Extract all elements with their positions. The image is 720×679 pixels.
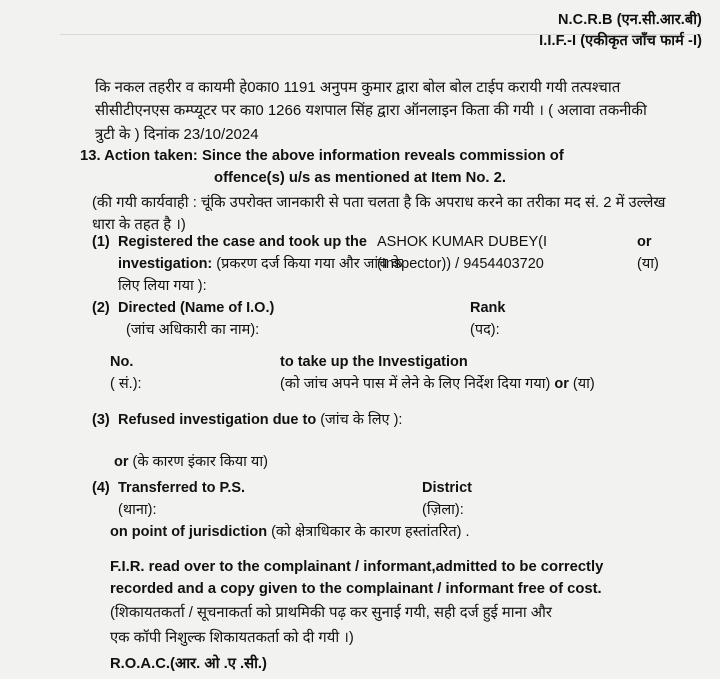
sub-item-4-label-en: Transferred to P.S. <box>118 480 246 496</box>
sub-item-1-label-en: Registered the case and took up the investigation: <box>118 234 367 272</box>
jurisdiction-line <box>110 522 469 544</box>
item-13-label-en: Action taken: Since the above information reveals commission of <box>104 148 564 164</box>
sub-item-3-label <box>118 410 682 432</box>
take-up-hi: (को जांच अपने पास में लेने के लिए निर्देश दिया गया) <box>280 375 551 392</box>
item-13-heading-line2: offence(s) u/s as mentioned at Item No. 2. <box>214 170 506 187</box>
jurisdiction-hi: (को क्षेत्राधिकार के कारण हस्तांतरित) . <box>271 524 470 540</box>
sub-item-3-label-en: Refused investigation due to <box>118 412 317 428</box>
fir-readover-line2: recorded and a copy given to the complainant / informant free of cost. <box>110 581 602 598</box>
sub-item-1-value <box>377 232 607 276</box>
sub-item-1-label <box>118 232 408 297</box>
sub-item-3-or-hi: (के कारण इंकार किया या) <box>132 454 268 470</box>
roac-label: R.O.A.C.(आर. ओ .ए .सी.) <box>110 655 267 672</box>
sub-item-4-label <box>118 478 408 522</box>
no-label-en: No. <box>110 354 134 370</box>
take-up-investigation <box>280 352 710 396</box>
sub-item-4-number: (4) <box>92 480 110 496</box>
item-13-heading-line1 <box>80 145 670 167</box>
sub-item-2-rank <box>470 298 670 342</box>
sub-item-1-label-hi: (प्रकरण दर्ज किया गया और जांच के लिए लिया गया ): <box>118 255 403 294</box>
sub-item-3-row <box>92 410 682 470</box>
rank-label-en: Rank <box>470 300 506 316</box>
sub-item-2-label <box>118 298 418 342</box>
sub-item-2-row <box>92 298 692 342</box>
sub-item-1-or-hi: (या) <box>637 255 659 272</box>
district-column <box>422 478 642 522</box>
sub-item-3-or-en: or <box>114 454 129 470</box>
jurisdiction-en: on point of jurisdiction <box>110 524 268 540</box>
investigating-officer-rank-phone: (Inspector)) / 9454403720 <box>377 255 544 272</box>
fir-readover-hi-line1: (शिकायतकर्ता / सूचनाकर्ता को प्राथमिकी पढ़ कर सुनाई गयी, सही दर्ज हुई माना और <box>110 605 552 622</box>
fir-readover-line1: F.I.R. read over to the complainant / informant,admitted to be correctly <box>110 559 604 575</box>
rank-label-hi: (पद): <box>470 321 500 338</box>
item-13-label-hi: (की गयी कार्यवाही : चूंकि उपरोक्त जानकारी से पता चलता है कि अपराध करने का तरीका मद सं. 2 में उल्लेख धारा के तहत है ।) <box>92 194 666 234</box>
investigating-officer-name: ASHOK KUMAR DUBEY(I <box>377 234 547 250</box>
item-13-block <box>80 145 670 236</box>
sub-item-1-or-en: or <box>637 234 652 250</box>
no-label-hi: ( सं.): <box>110 375 142 392</box>
closing-block <box>110 556 680 675</box>
sub-item-3-or <box>114 452 268 474</box>
iif-title: I.I.F.-I (एकीकृत जाँच फार्म -I) <box>539 33 702 50</box>
intro-paragraph: कि नकल तहरीर व कायमी हे0का0 1191 अनुपम कुमार द्वारा बोल बोल टाईप करायी गयी तत्पश्चात सीसीटीएनएस कम्प्यूटर पर का0 1266 यशपाल सिंह द्वारा ऑनलाइन किता की गयी । ( अलावा तकनीकी त्रुटी के ) दिनांक 23/10/2024 <box>95 79 647 143</box>
ncrb-title: N.C.R.B (एन.सी.आर.बी) <box>557 12 702 28</box>
sub-item-2-number: (2) <box>92 300 110 316</box>
fir-readover-hi-line2: एक कॉपी निशुल्क शिकायतकर्ता को दी गयी ।) <box>110 629 354 646</box>
item-13-number: 13. <box>80 148 101 164</box>
district-label-hi: (ज़िला): <box>422 501 464 518</box>
sub-item-1-number: (1) <box>92 234 110 250</box>
sub-item-2-label-hi: (जांच अधिकारी का नाम): <box>126 321 260 338</box>
take-up-or-en: or <box>554 375 569 392</box>
sub-item-3-number: (3) <box>92 412 110 428</box>
district-label-en: District <box>422 480 472 496</box>
sub-item-3-label-hi: (जांच के लिए ): <box>320 412 403 428</box>
sub-item-1-row <box>92 232 692 297</box>
sub-item-2-label-en: Directed (Name of I.O.) <box>118 300 275 316</box>
sub-item-1-or <box>637 232 720 276</box>
take-up-en: to take up the Investigation <box>280 354 468 370</box>
form-header <box>539 10 702 52</box>
take-up-or-hi: (या) <box>572 375 595 392</box>
sub-item-4-row <box>92 478 692 540</box>
sub-item-4-label-hi: (थाना): <box>118 501 157 518</box>
no-take-up-row <box>110 352 690 396</box>
no-label <box>110 352 280 396</box>
